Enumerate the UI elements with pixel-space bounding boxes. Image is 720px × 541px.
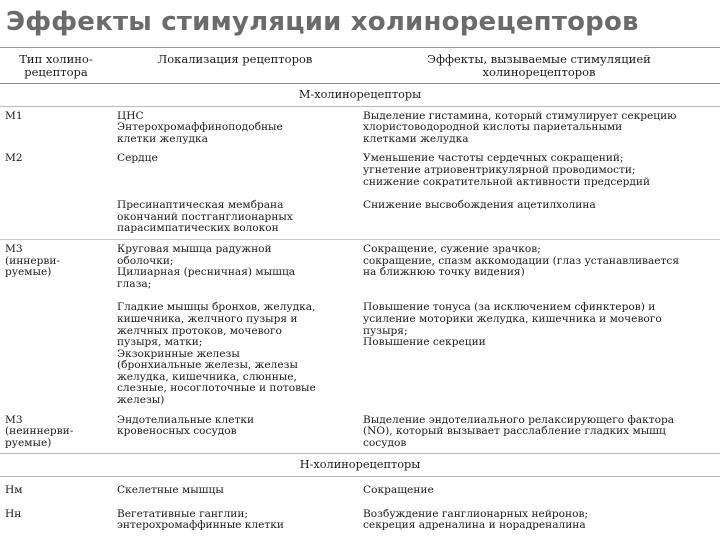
- cell-effect: Уменьшение частоты сердечных сокращений; угнетение атриовентрикулярной проводимости; снижение сократительной активности предсердий: [363, 152, 651, 188]
- cell-receptor-type: [0, 294, 112, 410]
- cell-effect: Повышение тонуса (за исключением сфинктеров) и усиление моторики желудка, кишечника и мочевого пузыря; Повышение секреции: [363, 301, 662, 349]
- cell-localization: Эндотелиальные клетки кровеносных сосудов: [117, 413, 255, 438]
- receptor-effects-table: [0, 48, 720, 536]
- cell-localization: Сердце: [117, 152, 158, 165]
- cell-localization: Круговая мышца радужной оболочки; Цилиарная (ресничная) мышца глаза;: [112, 239, 358, 294]
- cell-effect: Выделение эндотелиального релаксирующего фактора (NO), который вызывает расслабление гладких мышц сосудов: [363, 413, 675, 449]
- cell-effect: Возбуждение ганглионарных нейронов; секреция адреналина и норадреналина: [363, 507, 589, 532]
- receptor-table-container: [0, 47, 720, 541]
- cell-localization: Скелетные мышцы: [117, 484, 224, 497]
- cell-receptor-type: М3 (иннерви- руемые): [0, 239, 112, 294]
- cell-localization: Пресинаптическая мембрана окончаний постганглионарных парасимпатических волокон: [117, 199, 293, 235]
- table-row: [0, 149, 720, 192]
- slide-title: Эффекты стимуляции холинорецепторов: [6, 7, 639, 37]
- cell-localization: Вегетативные ганглии; энтерохромаффинные клетки: [117, 507, 284, 532]
- table-row: [0, 501, 720, 536]
- cell-localization: ЦНС Энтерохромаффиноподобные клетки желудка: [117, 109, 283, 145]
- section-row-m-receptors: [0, 84, 720, 107]
- table-row: [0, 411, 720, 454]
- table-header-row: [0, 48, 720, 84]
- header-receptor-type: Тип холино- рецептора: [0, 48, 112, 84]
- header-effects: Эффекты, вызываемые стимуляцией холинорецепторов: [358, 48, 720, 84]
- table-row: [0, 192, 720, 239]
- cell-receptor-type: М2: [5, 152, 23, 165]
- table-row: [0, 239, 720, 294]
- cell-receptor-type: Нм: [5, 484, 23, 497]
- cell-effect: Сокращение, сужение зрачков; сокращение, спазм аккомодации (глаз устанавливается на ближнюю точку видения): [358, 239, 720, 294]
- cell-receptor-type: [0, 192, 112, 239]
- table-row: [0, 106, 720, 149]
- section-title-n: Н-холинорецепторы: [0, 454, 720, 477]
- cell-receptor-type: М3 (неиннерви- руемые): [5, 413, 74, 449]
- cell-effect: Снижение высвобождения ацетилхолина: [363, 199, 596, 212]
- section-row-n-receptors: [0, 454, 720, 477]
- cell-localization: Гладкие мышцы бронхов, желудка, кишечника, желчного пузыря и желчных протоков, мочевого пузыря, матки; Экзокринные железы (бронхиальные железы, железы желудка, кишечника, слюнные, слезные, носоглоточные и потовые железы): [117, 301, 316, 407]
- section-title-m: М-холинорецепторы: [0, 84, 720, 107]
- cell-effect: Выделение гистамина, который стимулирует секрецию хлористоводородной кислоты париетальными клетками желудка: [363, 109, 677, 145]
- table-row: [0, 294, 720, 410]
- table-row: [0, 477, 720, 501]
- header-localization: Локализация рецепторов: [112, 48, 358, 84]
- cell-receptor-type: М1: [5, 109, 23, 122]
- cell-effect: Сокращение: [363, 484, 434, 497]
- cell-receptor-type: Нн: [5, 507, 22, 520]
